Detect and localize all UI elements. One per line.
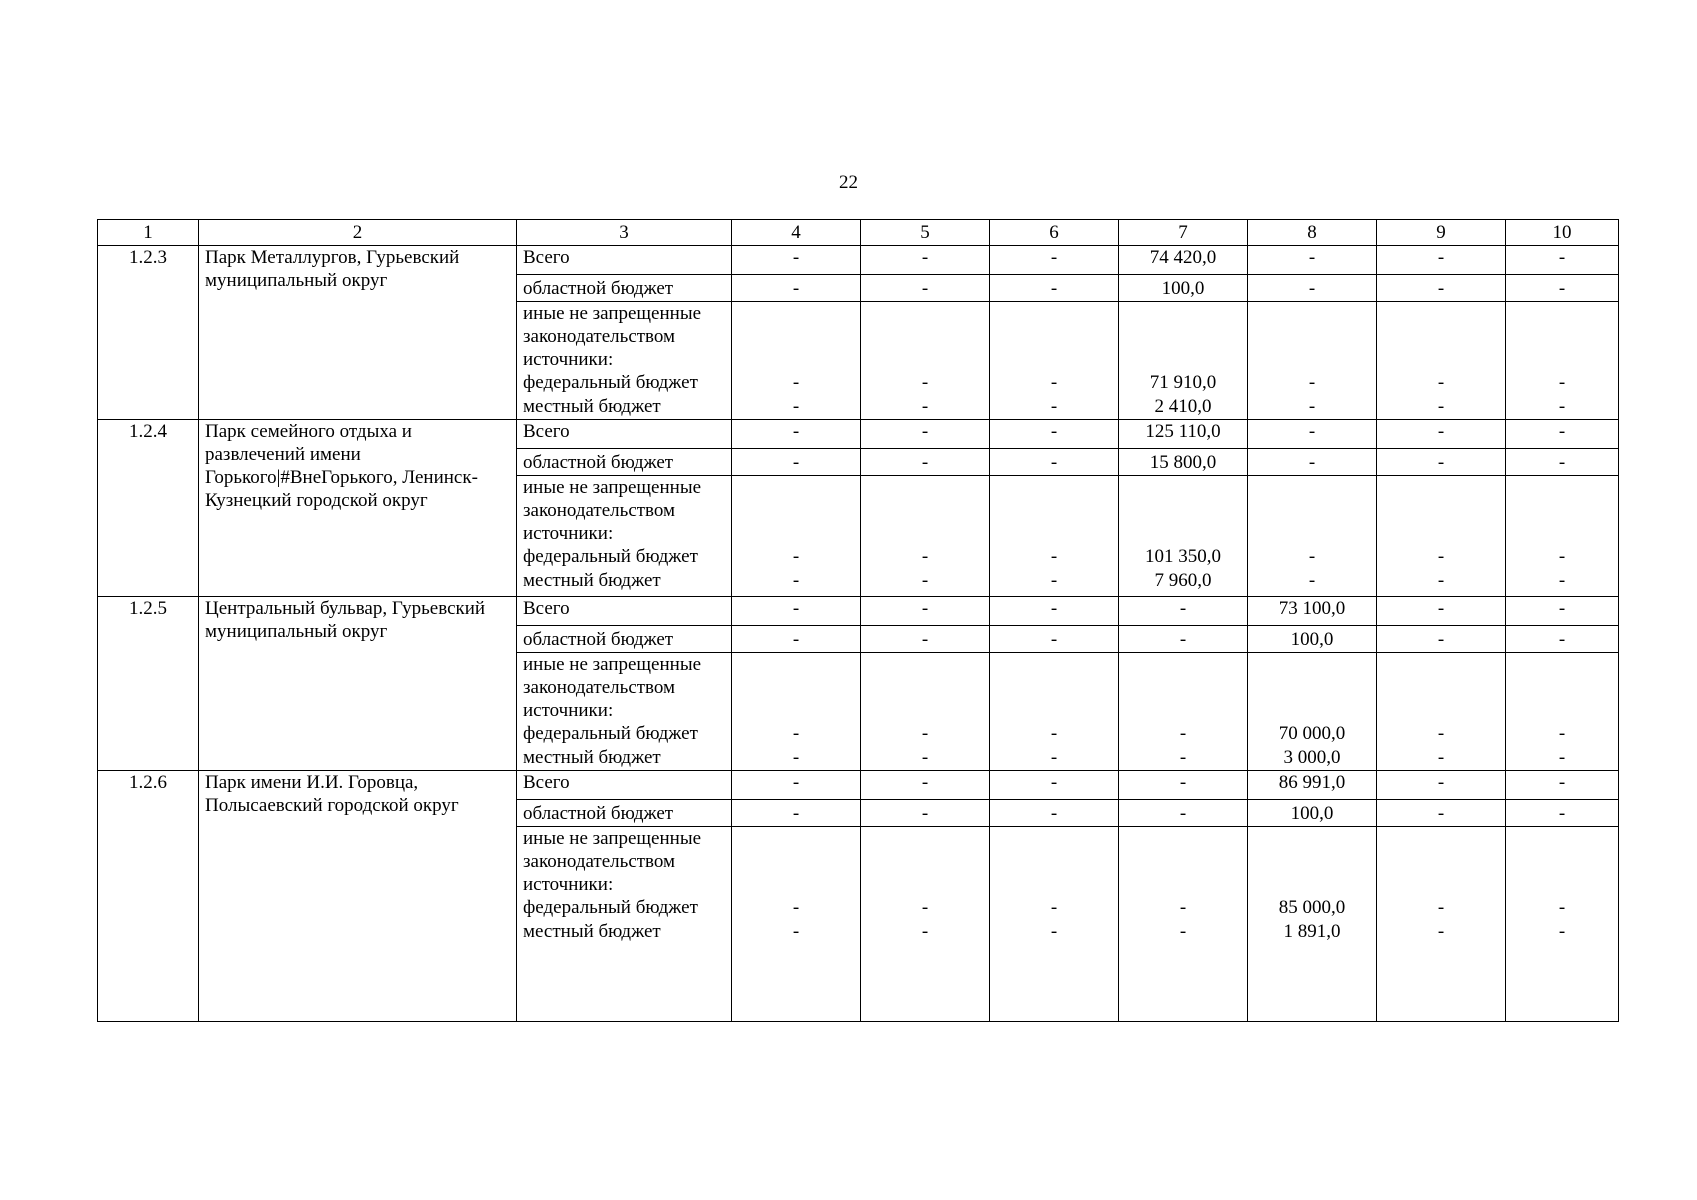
- total-value: -: [861, 771, 990, 800]
- total-value: -: [732, 771, 861, 800]
- item-row-total: [98, 246, 1619, 275]
- local-value: -: [1437, 921, 1445, 942]
- source-label-federal: федеральный бюджет: [523, 723, 698, 744]
- other-values-cell: [990, 476, 1119, 597]
- regional-value: -: [1377, 800, 1506, 827]
- other-values-cell: [990, 653, 1119, 771]
- federal-value: 101 350,0: [1145, 546, 1221, 567]
- other-values-cell: [861, 827, 990, 1022]
- other-values-cell: [1506, 476, 1619, 597]
- other-sources-line: иные не запрещенные: [523, 477, 702, 498]
- federal-value: -: [1437, 546, 1445, 567]
- regional-value: -: [1377, 449, 1506, 476]
- item-number: 1.2.5: [98, 597, 199, 771]
- other-sources-line: иные не запрещенные: [523, 828, 702, 849]
- other-values-cell: [990, 827, 1119, 1022]
- column-header-1: 1: [98, 220, 199, 246]
- source-label-total: Всего: [517, 420, 732, 449]
- source-label-regional: областной бюджет: [517, 800, 732, 827]
- total-value: -: [1506, 771, 1619, 800]
- other-values-cell: [1506, 302, 1619, 420]
- federal-value: -: [792, 723, 800, 744]
- regional-value: -: [1506, 449, 1619, 476]
- other-values-cell: [732, 827, 861, 1022]
- regional-value: -: [1377, 275, 1506, 302]
- source-label-local: местный бюджет: [523, 396, 661, 417]
- federal-value: -: [921, 372, 929, 393]
- federal-value: -: [792, 546, 800, 567]
- total-value: 86 991,0: [1248, 771, 1377, 800]
- local-value: -: [1558, 396, 1566, 417]
- item-name: Центральный бульвар, Гурьевский муниципальный округ: [199, 597, 517, 771]
- federal-value: -: [792, 372, 800, 393]
- local-value: -: [1437, 396, 1445, 417]
- other-sources-line: иные не запрещенные: [523, 654, 702, 675]
- source-label-other: [517, 476, 732, 597]
- other-values-cell: [1119, 827, 1248, 1022]
- federal-value: -: [921, 723, 929, 744]
- total-value: -: [1248, 420, 1377, 449]
- other-sources-line: источники:: [523, 874, 614, 895]
- federal-value: -: [1050, 897, 1058, 918]
- item-name: Парк семейного отдыха и развлечений имени Горького|#ВнеГорького, Ленинск-Кузнецкий городской округ: [199, 420, 517, 597]
- regional-value: 100,0: [1119, 275, 1248, 302]
- local-value: -: [792, 570, 800, 591]
- total-value: -: [861, 420, 990, 449]
- regional-value: -: [861, 626, 990, 653]
- regional-value: -: [1119, 626, 1248, 653]
- column-header-3: 3: [517, 220, 732, 246]
- regional-value: -: [1506, 800, 1619, 827]
- local-value: -: [1050, 921, 1058, 942]
- column-header-8: 8: [1248, 220, 1377, 246]
- federal-value: -: [1558, 897, 1566, 918]
- local-value: -: [1558, 921, 1566, 942]
- federal-value: -: [1558, 723, 1566, 744]
- total-value: -: [1377, 246, 1506, 275]
- other-values-cell: [1248, 476, 1377, 597]
- regional-value: -: [990, 800, 1119, 827]
- total-value: -: [990, 246, 1119, 275]
- source-label-regional: областной бюджет: [517, 449, 732, 476]
- other-values-cell: [1248, 302, 1377, 420]
- local-value: -: [1179, 921, 1187, 942]
- regional-value: -: [1248, 449, 1377, 476]
- regional-value: 100,0: [1248, 800, 1377, 827]
- budget-table: [97, 219, 1619, 1022]
- total-value: -: [990, 597, 1119, 626]
- local-value: 3 000,0: [1283, 747, 1341, 768]
- regional-value: -: [732, 449, 861, 476]
- other-values-cell: [1248, 827, 1377, 1022]
- total-value: 74 420,0: [1119, 246, 1248, 275]
- other-values-cell: [732, 476, 861, 597]
- item-number: 1.2.3: [98, 246, 199, 420]
- regional-value: -: [1506, 626, 1619, 653]
- item-number: 1.2.4: [98, 420, 199, 597]
- total-value: -: [990, 771, 1119, 800]
- local-value: -: [1050, 747, 1058, 768]
- regional-value: -: [732, 626, 861, 653]
- regional-value: 15 800,0: [1119, 449, 1248, 476]
- total-value: -: [1119, 771, 1248, 800]
- regional-value: -: [861, 449, 990, 476]
- federal-value: -: [1308, 546, 1316, 567]
- local-value: -: [792, 747, 800, 768]
- source-label-local: местный бюджет: [523, 747, 661, 768]
- federal-value: -: [1558, 546, 1566, 567]
- regional-value: -: [990, 275, 1119, 302]
- total-value: -: [990, 420, 1119, 449]
- local-value: -: [1437, 747, 1445, 768]
- regional-value: -: [1119, 800, 1248, 827]
- total-value: -: [1506, 597, 1619, 626]
- other-values-cell: [861, 653, 990, 771]
- federal-value: -: [1179, 723, 1187, 744]
- other-values-cell: [1506, 827, 1619, 1022]
- page-number: 22: [839, 172, 858, 193]
- column-header-7: 7: [1119, 220, 1248, 246]
- local-value: 7 960,0: [1154, 570, 1212, 591]
- federal-value: 70 000,0: [1278, 723, 1346, 744]
- header-row: [98, 220, 1619, 246]
- local-value: -: [1308, 570, 1316, 591]
- source-label-other: [517, 827, 732, 1022]
- other-values-cell: [1377, 827, 1506, 1022]
- total-value: -: [1506, 420, 1619, 449]
- local-value: -: [792, 396, 800, 417]
- item-row-total: [98, 771, 1619, 800]
- local-value: -: [1558, 570, 1566, 591]
- local-value: -: [921, 747, 929, 768]
- regional-value: -: [861, 800, 990, 827]
- federal-value: -: [1437, 372, 1445, 393]
- total-value: -: [732, 420, 861, 449]
- federal-value: -: [1558, 372, 1566, 393]
- total-value: -: [861, 597, 990, 626]
- other-sources-line: источники:: [523, 349, 614, 370]
- local-value: -: [1308, 396, 1316, 417]
- item-row-total: [98, 420, 1619, 449]
- regional-value: -: [990, 626, 1119, 653]
- regional-value: -: [1248, 275, 1377, 302]
- source-label-other: [517, 302, 732, 420]
- local-value: -: [921, 570, 929, 591]
- source-label-federal: федеральный бюджет: [523, 897, 698, 918]
- other-sources-line: законодательством: [523, 326, 676, 347]
- regional-value: -: [990, 449, 1119, 476]
- federal-value: -: [792, 897, 800, 918]
- federal-value: -: [921, 897, 929, 918]
- local-value: -: [1179, 747, 1187, 768]
- total-value: 73 100,0: [1248, 597, 1377, 626]
- total-value: -: [861, 246, 990, 275]
- source-label-total: Всего: [517, 597, 732, 626]
- other-sources-line: законодательством: [523, 851, 676, 872]
- regional-value: -: [732, 275, 861, 302]
- total-value: -: [1377, 597, 1506, 626]
- column-header-6: 6: [990, 220, 1119, 246]
- item-name: Парк имени И.И. Горовца, Полысаевский городской округ: [199, 771, 517, 1022]
- other-sources-line: источники:: [523, 700, 614, 721]
- local-value: -: [792, 921, 800, 942]
- source-label-local: местный бюджет: [523, 921, 661, 942]
- column-header-5: 5: [861, 220, 990, 246]
- column-header-9: 9: [1377, 220, 1506, 246]
- total-value: -: [732, 246, 861, 275]
- column-header-10: 10: [1506, 220, 1619, 246]
- other-sources-line: законодательством: [523, 677, 676, 698]
- local-value: 2 410,0: [1154, 396, 1212, 417]
- total-value: -: [1119, 597, 1248, 626]
- regional-value: -: [1506, 275, 1619, 302]
- federal-value: 71 910,0: [1149, 372, 1217, 393]
- other-values-cell: [1119, 653, 1248, 771]
- column-header-2: 2: [199, 220, 517, 246]
- other-values-cell: [1119, 302, 1248, 420]
- total-value: -: [1377, 771, 1506, 800]
- other-values-cell: [990, 302, 1119, 420]
- regional-value: -: [732, 800, 861, 827]
- total-value: 125 110,0: [1119, 420, 1248, 449]
- federal-value: 85 000,0: [1278, 897, 1346, 918]
- regional-value: -: [861, 275, 990, 302]
- federal-value: -: [1050, 372, 1058, 393]
- source-label-federal: федеральный бюджет: [523, 372, 698, 393]
- item-number: 1.2.6: [98, 771, 199, 1022]
- total-value: -: [1506, 246, 1619, 275]
- other-values-cell: [732, 302, 861, 420]
- local-value: -: [921, 396, 929, 417]
- federal-value: -: [1437, 897, 1445, 918]
- other-values-cell: [1377, 476, 1506, 597]
- other-values-cell: [732, 653, 861, 771]
- source-label-local: местный бюджет: [523, 570, 661, 591]
- source-label-total: Всего: [517, 771, 732, 800]
- federal-value: -: [1308, 372, 1316, 393]
- source-label-regional: областной бюджет: [517, 626, 732, 653]
- regional-value: -: [1377, 626, 1506, 653]
- column-header-4: 4: [732, 220, 861, 246]
- item-name: Парк Металлургов, Гурьевский муниципальный округ: [199, 246, 517, 420]
- other-sources-line: источники:: [523, 523, 614, 544]
- source-label-total: Всего: [517, 246, 732, 275]
- federal-value: -: [921, 546, 929, 567]
- other-sources-line: иные не запрещенные: [523, 303, 702, 324]
- source-label-other: [517, 653, 732, 771]
- total-value: -: [1248, 246, 1377, 275]
- other-values-cell: [861, 476, 990, 597]
- local-value: -: [1558, 747, 1566, 768]
- federal-value: -: [1050, 546, 1058, 567]
- other-sources-line: законодательством: [523, 500, 676, 521]
- federal-value: -: [1437, 723, 1445, 744]
- local-value: 1 891,0: [1283, 921, 1341, 942]
- other-values-cell: [1506, 653, 1619, 771]
- local-value: -: [1437, 570, 1445, 591]
- federal-value: -: [1050, 723, 1058, 744]
- local-value: -: [921, 921, 929, 942]
- regional-value: 100,0: [1248, 626, 1377, 653]
- local-value: -: [1050, 570, 1058, 591]
- source-label-federal: федеральный бюджет: [523, 546, 698, 567]
- total-value: -: [1377, 420, 1506, 449]
- other-values-cell: [861, 302, 990, 420]
- total-value: -: [732, 597, 861, 626]
- other-values-cell: [1119, 476, 1248, 597]
- other-values-cell: [1248, 653, 1377, 771]
- other-values-cell: [1377, 653, 1506, 771]
- federal-value: -: [1179, 897, 1187, 918]
- other-values-cell: [1377, 302, 1506, 420]
- item-row-total: [98, 597, 1619, 626]
- source-label-regional: областной бюджет: [517, 275, 732, 302]
- local-value: -: [1050, 396, 1058, 417]
